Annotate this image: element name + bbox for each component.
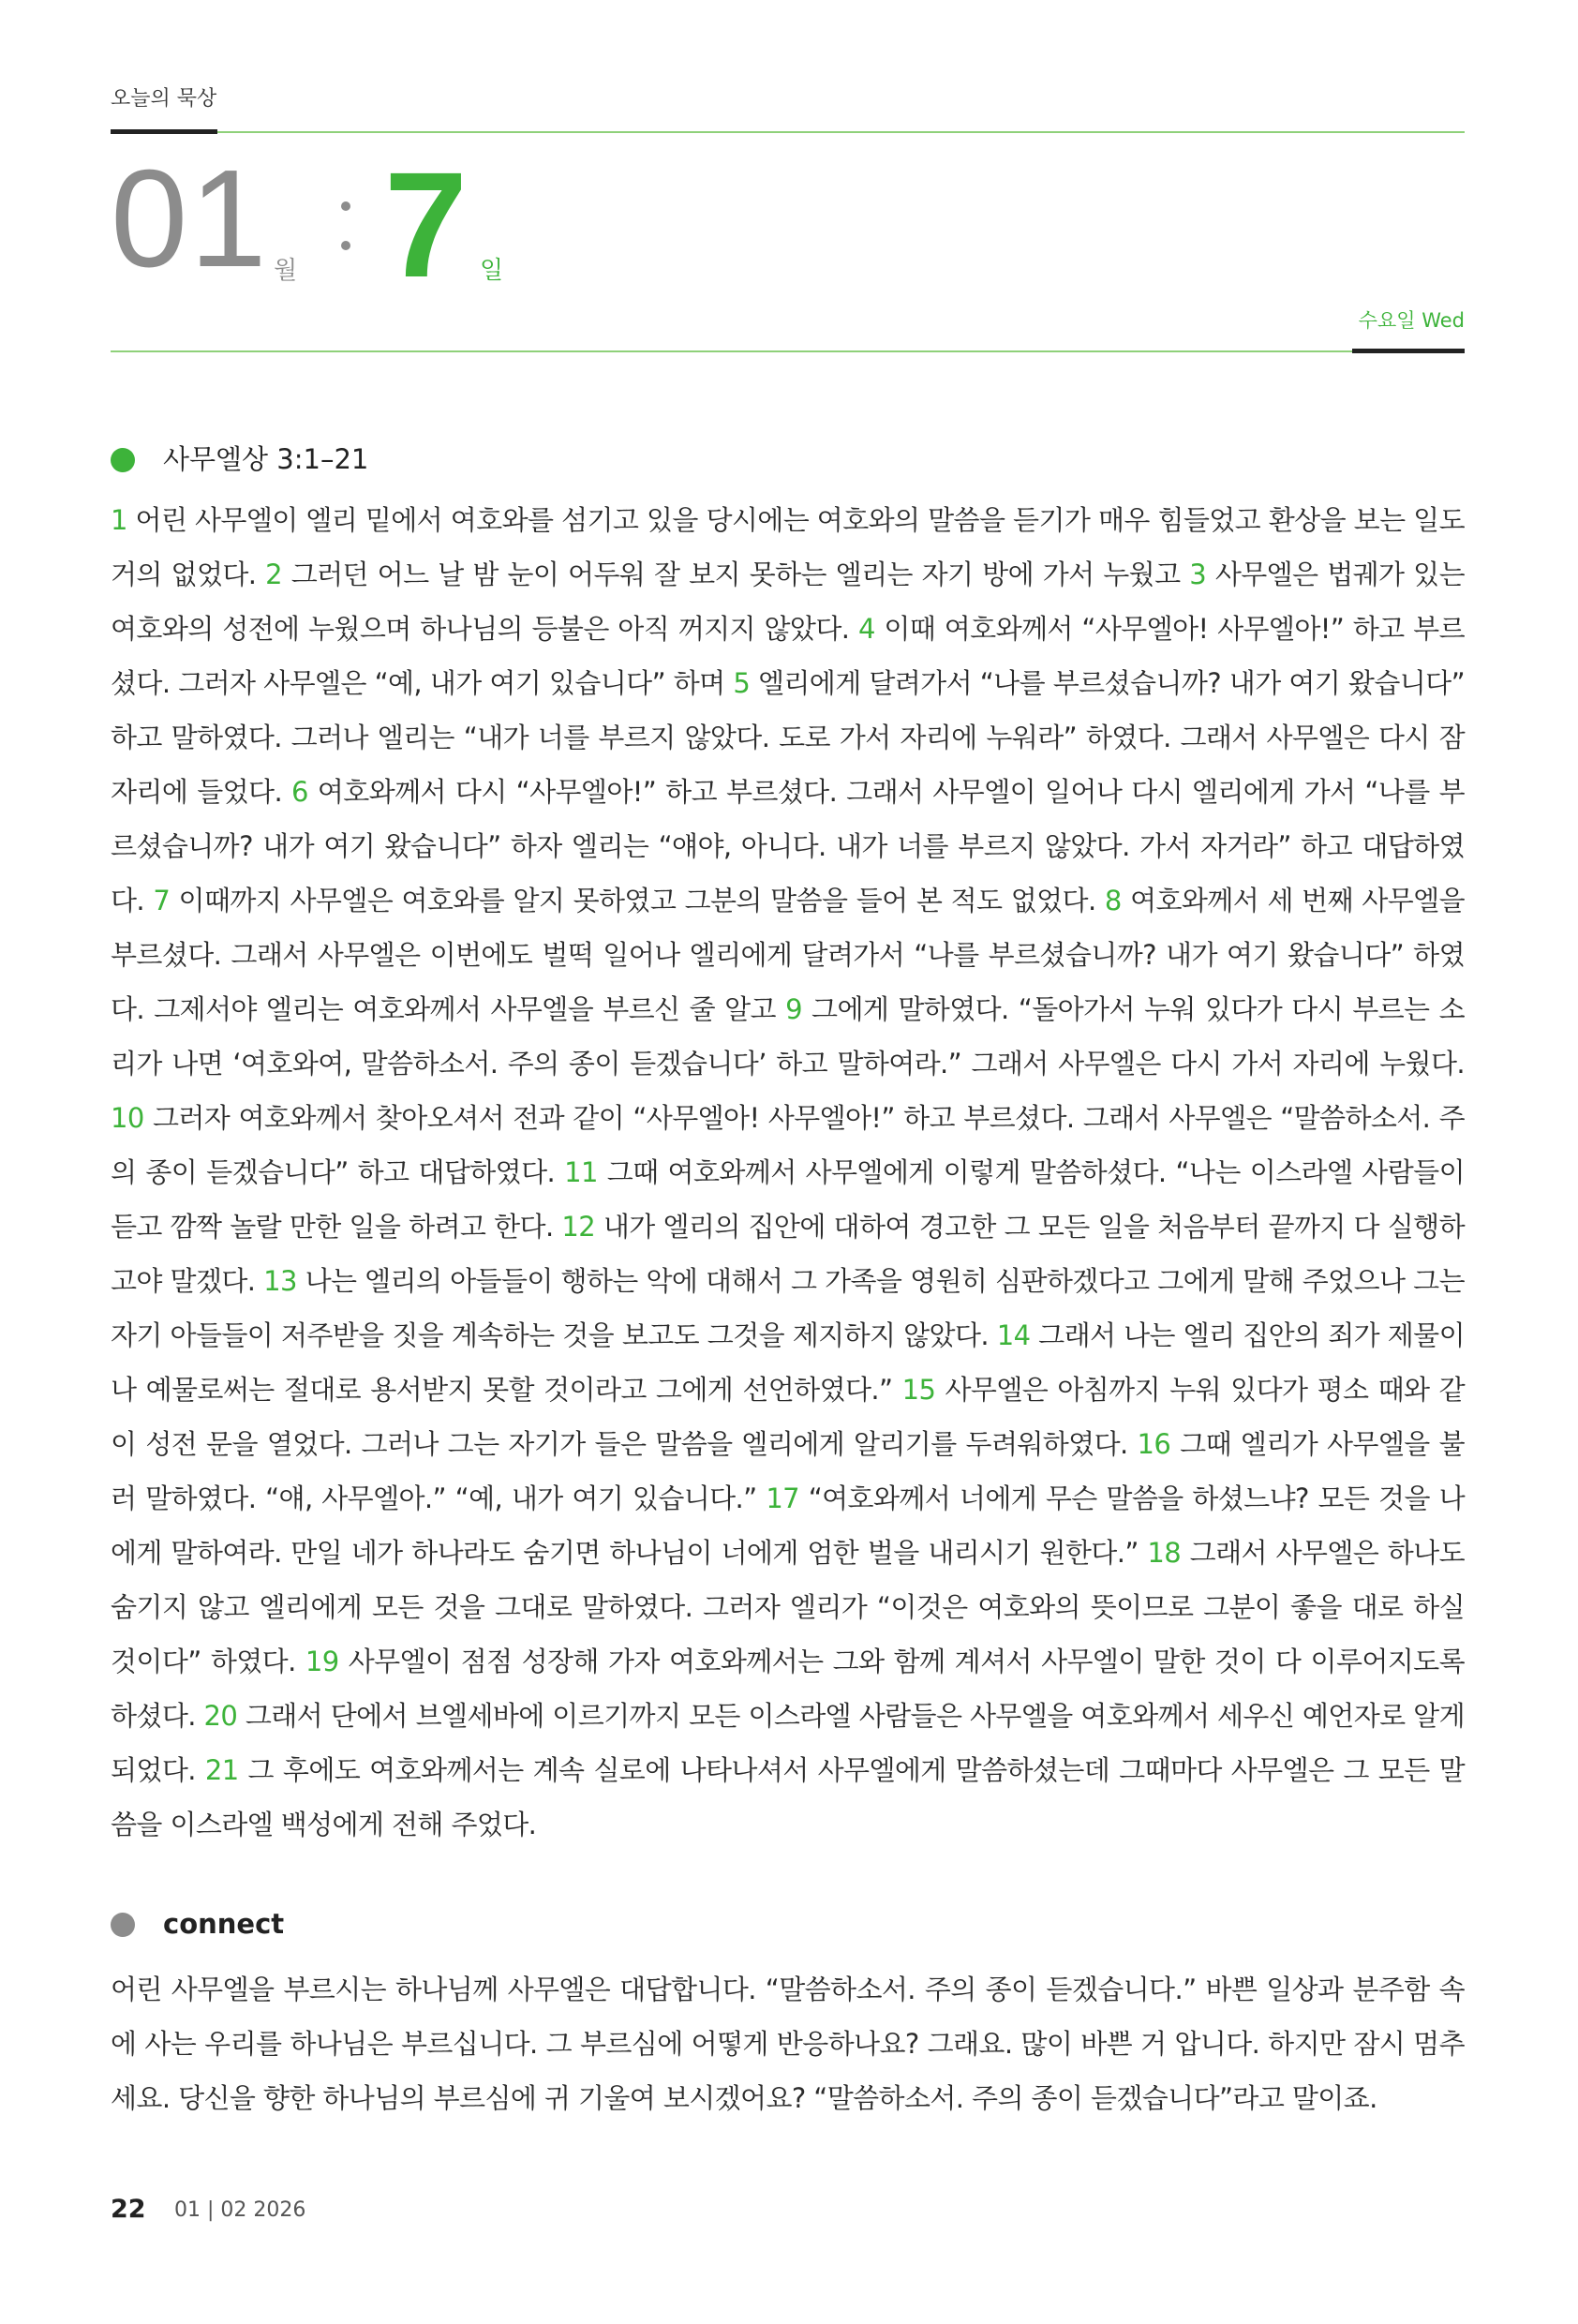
- page-number: 22: [111, 2195, 146, 2224]
- day-number: 7: [384, 141, 468, 308]
- verse-number: 11: [564, 1156, 598, 1188]
- verse-number: 14: [996, 1319, 1031, 1351]
- day-unit: 일: [480, 257, 504, 285]
- verse-text: 어린 사무엘이 엘리 밑에서 여호와를 섬기고 있을 당시에는 여호와의 말씀을 듣기가 매우 힘들었고 환상을 보는 일도 거의 없었다.: [111, 504, 1465, 590]
- verse-number: 1: [111, 504, 127, 536]
- verse-number: 19: [305, 1646, 339, 1677]
- verse-text: “여호와께서 너에게 무슨 말씀을 하셨느냐? 모든 것을 나에게 말하여라. 만일 네가 하나라도 숨기면 하나님이 너에게 엄한 벌을 내리시기 원한다.”: [111, 1482, 1465, 1569]
- verse-number: 16: [1137, 1428, 1171, 1460]
- verse-text: 이때 여호와께서 “사무엘아! 사무엘아!” 하고 부르셨다. 그러자 사무엘은 “예, 내가 여기 있습니다” 하며: [111, 613, 1465, 699]
- scripture-reference: 사무엘상 3:1–21: [163, 443, 369, 475]
- verse-text: 여호와께서 다시 “사무엘아!” 하고 부르셨다. 그래서 사무엘이 일어나 다시 엘리에게 가서 “나를 부르셨습니까? 내가 여기 왔습니다” 하자 엘리는 “얘야, 아니다. 내가 너를 부르지 않았다. 가서 자거라” 하고 대답하였다.: [111, 776, 1466, 916]
- green-bullet-icon: [111, 448, 135, 472]
- verse-text: 그 후에도 여호와께서는 계속 실로에 나타나셔서 사무엘에게 말씀하셨는데 그때마다 사무엘은 그 모든 말씀을 이스라엘 백성에게 전해 주었다.: [111, 1754, 1466, 1840]
- verse-number: 2: [265, 559, 282, 590]
- verse-number: 13: [263, 1265, 297, 1297]
- verse-text: 그러자 여호와께서 찾아오셔서 전과 같이 “사무엘아! 사무엘아!” 하고 부르셨다. 그래서 사무엘은 “말씀하소서. 주의 종이 듣겠습니다” 하고 대답하였다.: [111, 1102, 1465, 1188]
- connect-text: 어린 사무엘을 부르시는 하나님께 사무엘은 대답합니다. “말씀하소서. 주의 종이 듣겠습니다.” 바쁜 일상과 분주함 속에 사는 우리를 하나님은 부르십니다. 그 부르심에 어떻게 반응하나요? 그래요. 많이 바쁜 거 압니다. 하지만 잠시 멈추세요. 당신을 향한 하나님의 부르심에 귀 기울여 보시겠어요? “말씀하소서. 주의 종이 듣겠습니다”라고 말이죠.: [111, 1974, 1465, 2114]
- verse-number: 15: [901, 1374, 936, 1406]
- header-divider: [111, 131, 1465, 133]
- scripture-text: [111, 493, 1465, 1852]
- verse-text: 그러던 어느 날 밤 눈이 어두워 잘 보지 못하는 엘리는 자기 방에 가서 누웠고: [282, 559, 1190, 590]
- issue-label: 01 | 02 2026: [174, 2198, 306, 2222]
- weekday-label: 수요일 Wed: [1358, 309, 1465, 332]
- verse-number: 3: [1189, 559, 1207, 590]
- verse-text: 여호와께서 세 번째 사무엘을 부르셨다. 그래서 사무엘은 이번에도 벌떡 일어나 엘리에게 달려가서 “나를 부르셨습니까? 내가 여기 왔습니다” 하였다. 그제서야 엘리는 여호와께서 사무엘을 부르신 줄 알고: [111, 885, 1465, 1025]
- verse-text: 내가 엘리의 집안에 대하여 경고한 그 모든 일을 처음부터 끝까지 다 실행하고야 말겠다.: [111, 1211, 1465, 1297]
- verse-text: 그래서 단에서 브엘세바에 이르기까지 모든 이스라엘 사람들은 사무엘을 여호와께서 세우신 예언자로 알게 되었다.: [111, 1700, 1465, 1786]
- verse-text: 그래서 나는 엘리 집안의 죄가 제물이나 예물로써는 절대로 용서받지 못할 것이라고 그에게 선언하였다.”: [111, 1319, 1466, 1406]
- verse-text: 엘리에게 달려가서 “나를 부르셨습니까? 내가 여기 왔습니다” 하고 말하였다. 그러나 엘리는 “내가 너를 부르지 않았다. 도로 가서 자리에 누워라” 하였다. 그래서 사무엘은 다시 잠자리에 들었다.: [111, 667, 1466, 808]
- verse-text: 그때 엘리가 사무엘을 불러 말하였다. “얘, 사무엘아.” “예, 내가 여기 있습니다.”: [111, 1428, 1465, 1514]
- verse-text: 그래서 사무엘은 하나도 숨기지 않고 엘리에게 모든 것을 그대로 말하였다. 그러자 엘리가 “이것은 여호와의 뜻이므로 그분이 좋을 대로 하실 것이다” 하였다.: [111, 1537, 1466, 1677]
- gray-bullet-icon: [111, 1913, 135, 1937]
- verse-number: 5: [733, 667, 751, 699]
- verse-number: 20: [203, 1700, 238, 1732]
- month-number: 01: [111, 142, 269, 296]
- verse-text: 사무엘이 점점 성장해 가자 여호와께서는 그와 함께 계셔서 사무엘이 말한 것이 다 이루어지도록 하셨다.: [111, 1646, 1466, 1732]
- verse-number: 21: [204, 1754, 239, 1786]
- verse-text: 사무엘은 아침까지 누워 있다가 평소 때와 같이 성전 문을 열었다. 그러나 그는 자기가 들은 말씀을 엘리에게 알리기를 두려워하였다.: [111, 1374, 1466, 1460]
- section-label: 오늘의 묵상: [111, 87, 217, 111]
- verse-text: 나는 엘리의 아들들이 행하는 악에 대해서 그 가족을 영원히 심판하겠다고 그에게 말해 주었으나 그는 자기 아들들이 저주받을 짓을 계속하는 것을 보고도 그것을 제지하지 않았다.: [111, 1265, 1465, 1351]
- verse-number: 17: [766, 1482, 800, 1514]
- verse-text: 그때 여호와께서 사무엘에게 이렇게 말씀하셨다. “나는 이스라엘 사람들이 듣고 깜짝 놀랄 만한 일을 하려고 한다.: [111, 1156, 1465, 1243]
- connect-title: connect: [163, 1908, 285, 1940]
- verse-text: 그에게 말하였다. “돌아가서 누워 있다가 다시 부르는 소리가 나면 ‘여호와여, 말씀하소서. 주의 종이 듣겠습니다’ 하고 말하여라.” 그래서 사무엘은 다시 가서 자리에 누웠다.: [111, 993, 1465, 1080]
- verse-number: 18: [1147, 1537, 1182, 1569]
- date-divider-accent: [1352, 349, 1465, 353]
- verse-text: 사무엘은 법궤가 있는 여호와의 성전에 누웠으며 하나님의 등불은 아직 꺼지지 않았다.: [111, 559, 1465, 645]
- date-divider: [111, 350, 1465, 352]
- header-divider-accent: [111, 129, 217, 134]
- connect-heading: [111, 1908, 284, 1940]
- scripture-heading: [111, 439, 368, 477]
- verse-number: 10: [111, 1102, 144, 1134]
- verse-number: 9: [785, 993, 802, 1025]
- verse-number: 4: [857, 613, 875, 645]
- date-separator: [341, 201, 350, 261]
- verse-number: 6: [291, 776, 308, 808]
- verse-number: 8: [1104, 885, 1122, 916]
- verse-number: 12: [561, 1211, 596, 1243]
- verse-number: 7: [153, 885, 171, 916]
- month-unit: 월: [274, 257, 298, 285]
- verse-text: 이때까지 사무엘은 여호와를 알지 못하였고 그분의 말씀을 들어 본 적도 없었다.: [170, 885, 1105, 916]
